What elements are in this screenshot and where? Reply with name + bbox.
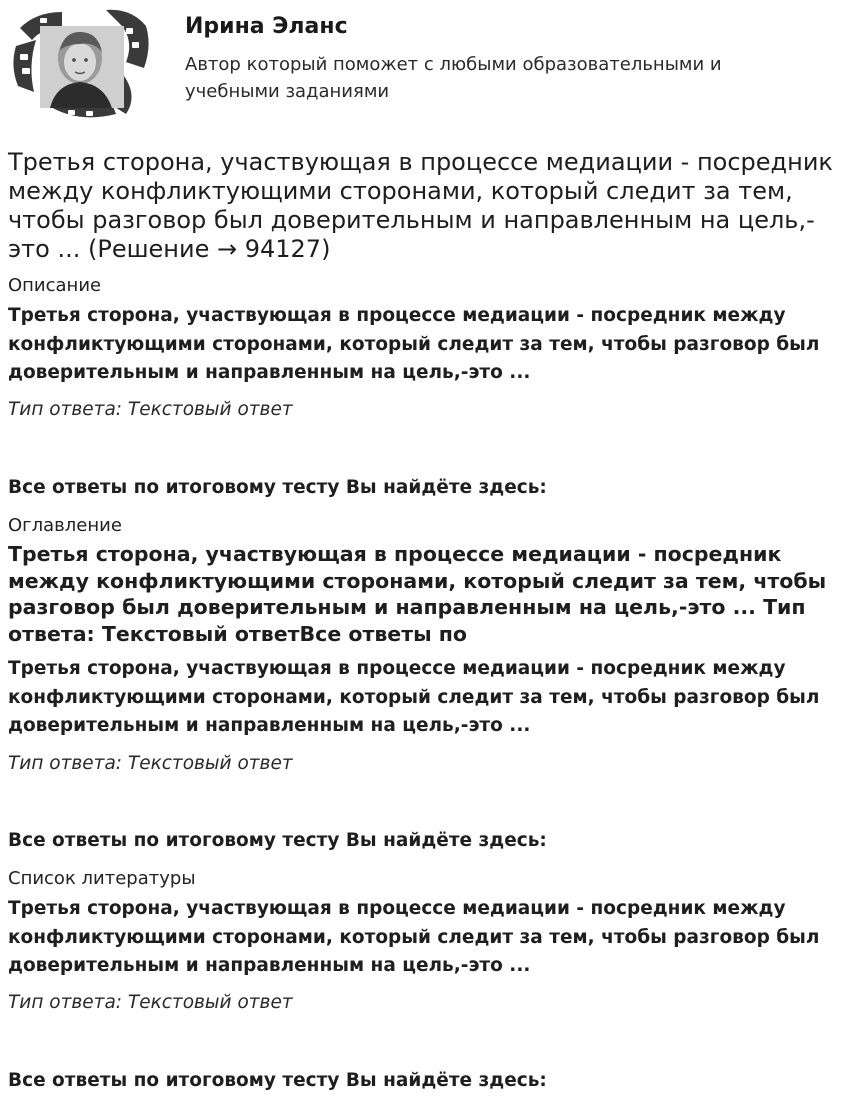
literature-text: Третья сторона, участвующая в процессе медиации - посредник между конфликтующими сторонами, который следит за тем, чтобы разговор был доверительным и направленным на цель,-это ... [8, 898, 820, 976]
all-answers-link-text[interactable]: Все ответы по итоговому тесту Вы найдёте здесь: [8, 1070, 547, 1091]
section-label-description: Описание [8, 275, 102, 296]
answer-type: Тип ответа: Текстовый ответ [8, 753, 293, 774]
toc-heading: Третья сторона, участвующая в процессе медиации - посредник между конфликтующими сторонами, который следит за тем, чтобы разговор был доверительным и направленным на цель,-это ... Тип ответа: Текстовый ответВсе ответы по [8, 542, 827, 646]
author-description: Автор который поможет с любыми образовательными и учебными заданиями [185, 54, 722, 102]
toc-text: Третья сторона, участвующая в процессе медиации - посредник между конфликтующими сторонами, который следит за тем, чтобы разговор был доверительным и направленным на цель,-это ... [8, 658, 820, 736]
answer-type: Тип ответа: Текстовый ответ [8, 399, 293, 420]
all-answers-link-text[interactable]: Все ответы по итоговому тесту Вы найдёте здесь: [8, 477, 547, 498]
section-label-literature: Список литературы [8, 868, 196, 889]
avatar[interactable] [6, 6, 152, 126]
page-title: Третья сторона, участвующая в процессе медиации - посредник между конфликтующими сторонами, который следит за тем, чтобы разговор был доверительным и направленным на цель,-это ... (Решение → 94127) [8, 148, 833, 263]
author-card [0, 0, 847, 130]
description-text: Третья сторона, участвующая в процессе медиации - посредник между конфликтующими сторонами, который следит за тем, чтобы разговор был доверительным и направленным на цель,-это ... [8, 305, 820, 383]
author-name[interactable]: Ирина Эланс [185, 14, 348, 39]
avatar-image [6, 6, 152, 126]
all-answers-link-text[interactable]: Все ответы по итоговому тесту Вы найдёте здесь: [8, 830, 547, 851]
answer-type: Тип ответа: Текстовый ответ [8, 992, 293, 1013]
section-label-toc: Оглавление [8, 515, 122, 536]
